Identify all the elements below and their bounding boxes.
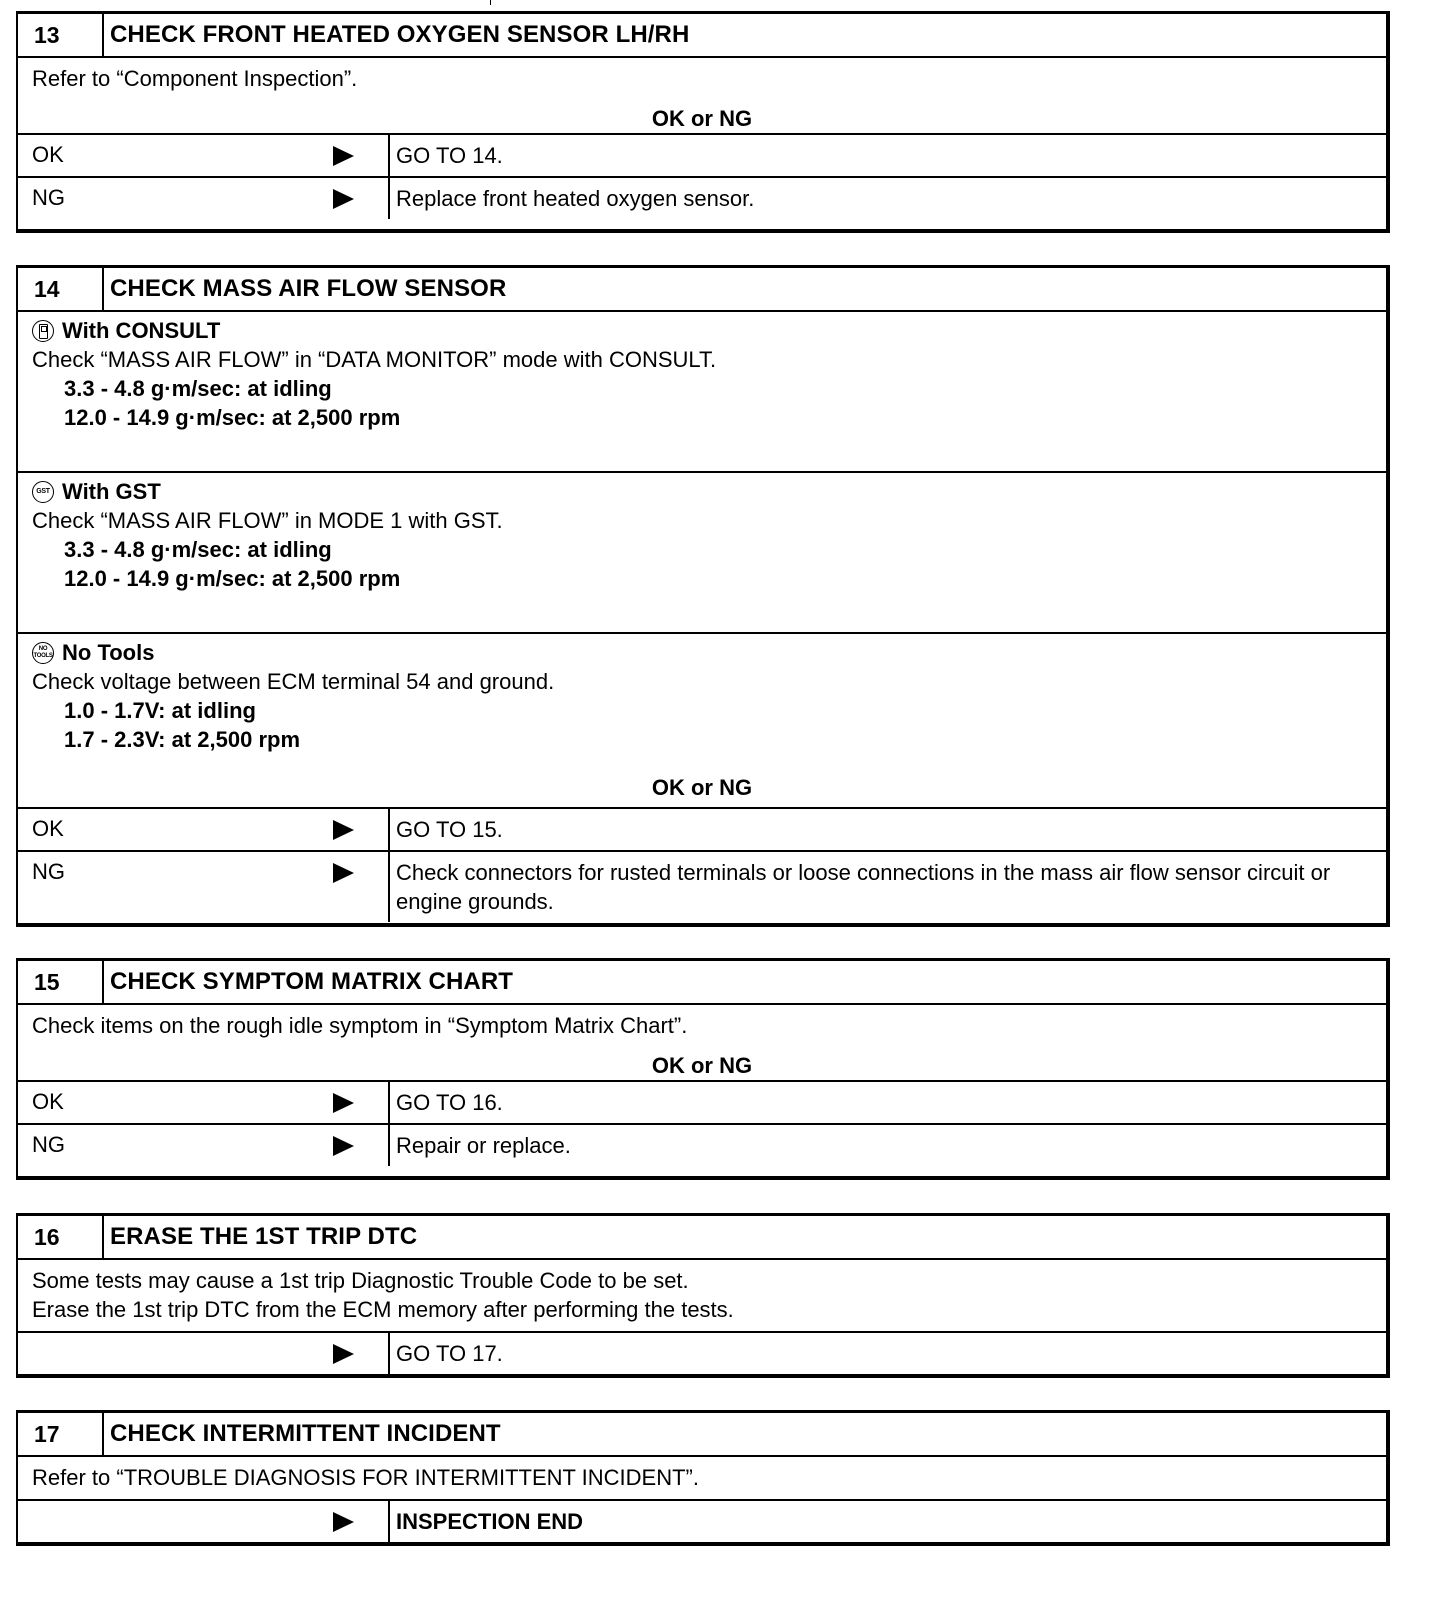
gst-tool-icon: GST (32, 481, 54, 503)
spec-value: 1.0 - 1.7V: at idling (64, 698, 256, 723)
instruction-line: Check items on the rough idle symptom in “Symptom Matrix Chart”. (32, 1013, 688, 1038)
instruction-line: Some tests may cause a 1st trip Diagnostic Trouble Code to be set. (32, 1268, 689, 1293)
method-instruction: Check “MASS AIR FLOW” in “DATA MONITOR” mode with CONSULT. (32, 347, 717, 372)
step-15-box (16, 958, 1390, 1180)
step-14-box (16, 265, 1390, 927)
result-row-ok[interactable] (18, 807, 1386, 850)
step-13-box (16, 11, 1390, 233)
step-header (18, 14, 1386, 58)
step-title: CHECK INTERMITTENT INCIDENT (110, 1420, 501, 1447)
step-number: 15 (18, 961, 104, 1003)
no-tools-icon: NO TOOLS (32, 642, 54, 664)
step-number: 17 (18, 1413, 104, 1455)
method-no-tools (18, 634, 1386, 770)
ok-or-ng-prompt: OK or NG (651, 775, 753, 800)
spec-value: 12.0 - 14.9 g·m/sec: at 2,500 rpm (64, 405, 401, 430)
result-action[interactable]: GO TO 14. (396, 143, 503, 168)
page-tick-mark (490, 0, 491, 5)
result-row-end (18, 1499, 1386, 1542)
step-number: 13 (18, 14, 104, 56)
arrow-right-icon (333, 146, 354, 166)
step-header (18, 1216, 1386, 1260)
step-header (18, 268, 1386, 312)
result-condition: OK (32, 142, 64, 167)
arrow-right-icon (333, 820, 354, 840)
step-instruction (18, 1005, 1386, 1040)
step-header (18, 1413, 1386, 1457)
step-number: 14 (18, 268, 104, 310)
instruction-line: Refer to “TROUBLE DIAGNOSIS FOR INTERMITTENT INCIDENT”. (32, 1465, 699, 1490)
step-title: ERASE THE 1ST TRIP DTC (110, 1223, 418, 1250)
result-condition: NG (32, 859, 65, 884)
step-number: 16 (18, 1216, 104, 1258)
ok-or-ng-prompt: OK or NG (651, 1053, 753, 1078)
step-title: CHECK SYMPTOM MATRIX CHART (110, 968, 514, 995)
instruction-line: Refer to “Component Inspection”. (32, 66, 358, 91)
method-with-gst (18, 473, 1386, 634)
result-action: Check connectors for rusted terminals or loose connections in the mass air flow sensor circuit or engine grounds. (396, 860, 1331, 914)
method-heading: With CONSULT (62, 318, 221, 343)
arrow-right-icon (333, 1093, 354, 1113)
arrow-right-icon (333, 863, 354, 883)
ok-or-ng-prompt: OK or NG (651, 106, 753, 131)
step-17-box (16, 1410, 1390, 1546)
method-with-consult (18, 312, 1386, 473)
spec-value: 1.7 - 2.3V: at 2,500 rpm (64, 727, 301, 752)
result-condition: OK (32, 1089, 64, 1114)
arrow-right-icon (333, 189, 354, 209)
step-header (18, 961, 1386, 1005)
instruction-line: Erase the 1st trip DTC from the ECM memory after performing the tests. (32, 1297, 734, 1322)
step-title: CHECK MASS AIR FLOW SENSOR (110, 275, 507, 302)
arrow-right-icon (333, 1512, 354, 1532)
step-instruction (18, 1457, 1386, 1499)
arrow-right-icon (333, 1344, 354, 1364)
method-instruction: Check “MASS AIR FLOW” in MODE 1 with GST. (32, 508, 503, 533)
result-action: Replace front heated oxygen sensor. (396, 186, 755, 211)
step-instruction (18, 1260, 1386, 1331)
step-16-box (16, 1213, 1390, 1378)
spec-value: 3.3 - 4.8 g·m/sec: at idling (64, 537, 332, 562)
result-action: Repair or replace. (396, 1133, 571, 1158)
result-action[interactable]: GO TO 15. (396, 817, 503, 842)
arrow-right-icon (333, 1136, 354, 1156)
spec-value: 3.3 - 4.8 g·m/sec: at idling (64, 376, 332, 401)
result-condition: NG (32, 185, 65, 210)
result-action[interactable]: GO TO 17. (396, 1341, 503, 1366)
result-row-ok[interactable] (18, 1080, 1386, 1123)
method-heading: With GST (62, 479, 161, 504)
result-action: INSPECTION END (396, 1509, 584, 1534)
method-heading: No Tools (62, 640, 155, 665)
method-instruction: Check voltage between ECM terminal 54 and ground. (32, 669, 555, 694)
result-condition: NG (32, 1132, 65, 1157)
step-title: CHECK FRONT HEATED OXYGEN SENSOR LH/RH (110, 21, 690, 48)
spec-value: 12.0 - 14.9 g·m/sec: at 2,500 rpm (64, 566, 401, 591)
result-condition: OK (32, 816, 64, 841)
result-row-ok[interactable] (18, 133, 1386, 176)
result-row-ng[interactable] (18, 1123, 1386, 1166)
result-row-ng[interactable] (18, 850, 1386, 922)
consult-tool-icon (32, 320, 54, 342)
step-instruction (18, 58, 1386, 93)
result-action[interactable]: GO TO 16. (396, 1090, 503, 1115)
result-row-next[interactable] (18, 1331, 1386, 1374)
result-row-ng[interactable] (18, 176, 1386, 219)
